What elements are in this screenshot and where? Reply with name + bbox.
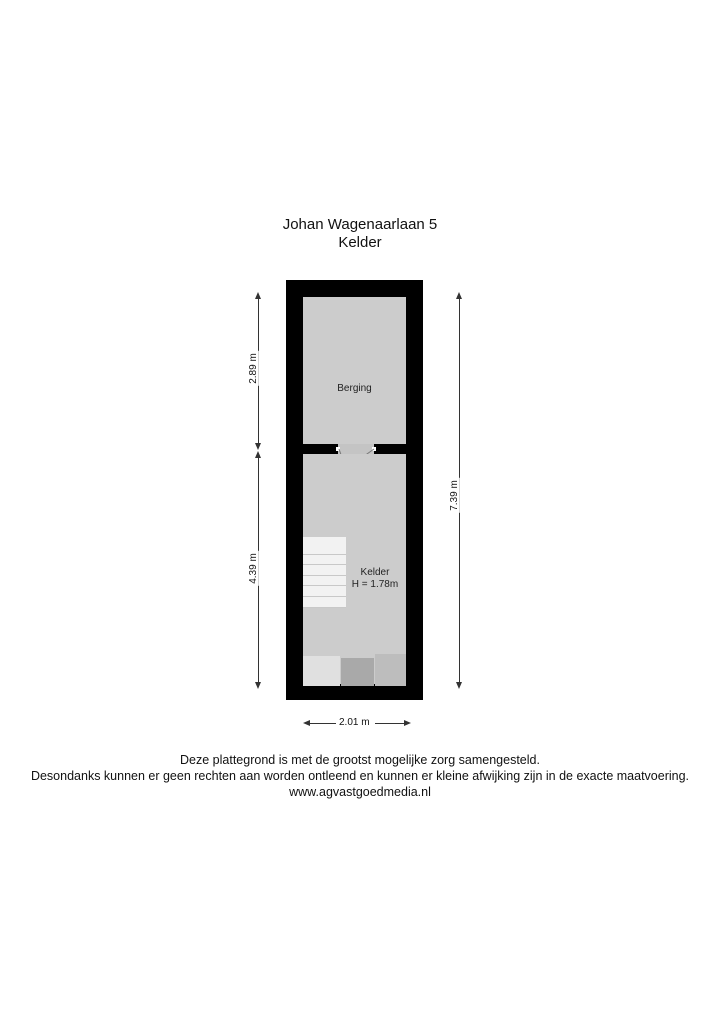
arrow-left-icon: [303, 720, 310, 726]
stair-step: [303, 537, 346, 555]
room-kelder: [303, 454, 406, 684]
room-berging: [303, 297, 406, 444]
dim-label-width: 2.01 m: [339, 717, 370, 728]
disclaimer-line-1: Deze plattegrond is met de grootst mogelijke zorg samengesteld.: [180, 753, 540, 767]
dim-line-width: [375, 723, 407, 724]
arrow-down-icon: [255, 682, 261, 689]
appliance-block: [375, 654, 406, 686]
dim-line-width: [306, 723, 336, 724]
room-height-kelder: H = 1.78m: [351, 579, 399, 590]
stair-step: [303, 565, 346, 576]
dim-label-total: 7.39 m: [448, 480, 460, 511]
arrow-right-icon: [404, 720, 411, 726]
arrow-down-icon: [456, 682, 462, 689]
disclaimer-line-2: Desondanks kunnen er geen rechten aan worden ontleend en kunnen er kleine afwijking zijn in de exacte maatvoering.: [30, 769, 690, 783]
address-title: Johan Wagenaarlaan 5: [282, 216, 438, 233]
appliance-block: [341, 658, 374, 686]
stair-step: [303, 597, 346, 608]
website-link[interactable]: www.agvastgoedmedia.nl: [289, 785, 431, 799]
stair-step: [303, 555, 346, 565]
stair-step: [303, 586, 346, 597]
floor-title: Kelder: [338, 234, 382, 251]
dim-label-kelder: 4.39 m: [247, 553, 259, 584]
stair-step: [303, 576, 346, 586]
appliance-block: [303, 656, 340, 686]
dim-label-berging: 2.89 m: [247, 353, 259, 384]
arrow-down-icon: [255, 443, 261, 450]
room-label-kelder: Kelder: [360, 567, 390, 578]
room-label-berging: Berging: [337, 383, 372, 394]
arrow-up-icon: [255, 292, 261, 299]
arrow-up-icon: [255, 451, 261, 458]
floor-plan: [286, 280, 423, 700]
arrow-up-icon: [456, 292, 462, 299]
